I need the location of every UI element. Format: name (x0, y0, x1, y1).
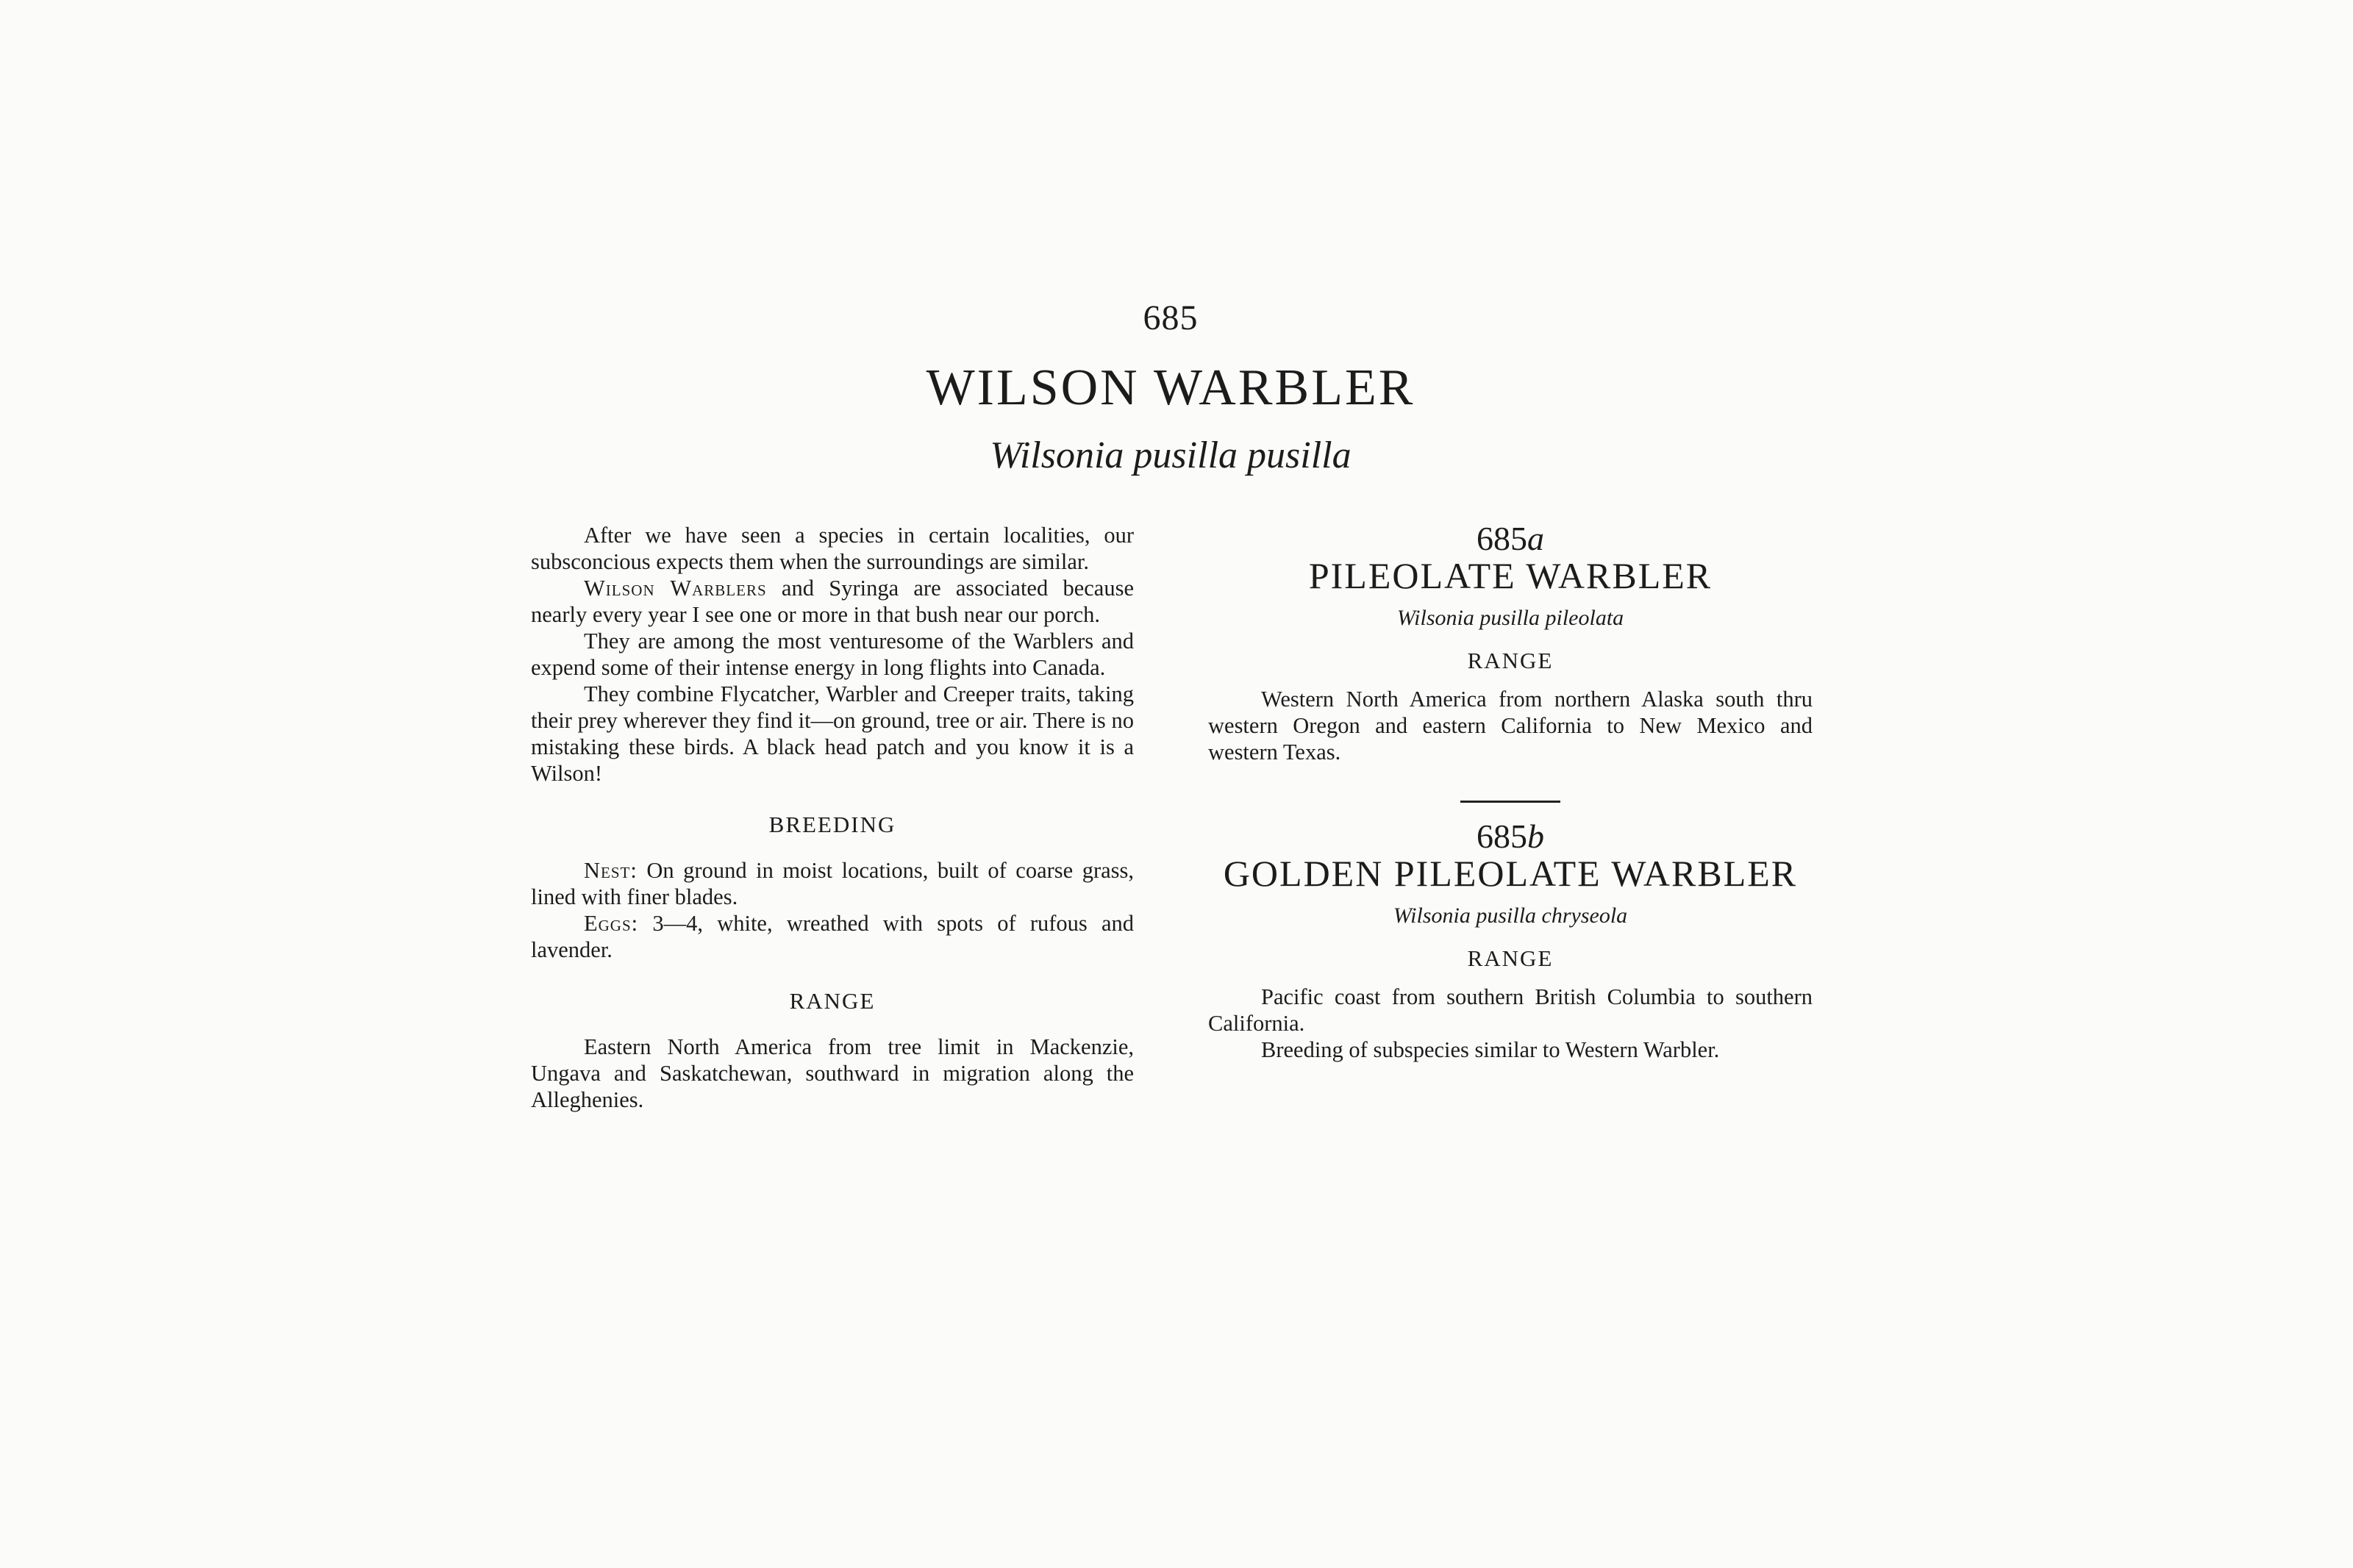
subspecies-a-number (1208, 520, 1813, 557)
range-heading: RANGE (789, 988, 876, 1014)
subspecies-a-number-prefix: 685 (1477, 520, 1527, 557)
species-title: WILSON WARBLER (926, 359, 1415, 416)
right-column (1208, 520, 1813, 1063)
subspecies-b-title: GOLDEN PILEOLATE WARBLER (1223, 853, 1798, 894)
eggs-paragraph (531, 910, 1134, 963)
subspecies-a-title: PILEOLATE WARBLER (1308, 555, 1713, 596)
subspecies-b-range-paragraph: Pacific coast from southern British Columbia to southern California. (1208, 984, 1813, 1036)
subspecies-b-scientific-name: Wilsonia pusilla chryseola (1393, 903, 1628, 928)
species-scientific-name: Wilsonia pusilla pusilla (990, 434, 1352, 476)
intro-paragraph: After we have seen a species in certain localities, our subsconcious expects them when the surroundings are similar. (531, 523, 1134, 574)
page-number: 685 (1143, 298, 1199, 337)
range-paragraph: Eastern North America from tree limit in Mackenzie, Ungava and Saskatchewan, southward in migration along the Alleghenies. (531, 1034, 1134, 1112)
subspecies-b-breeding-paragraph: Breeding of subspecies similar to Western Warbler. (1261, 1037, 1720, 1062)
eggs-text: 3—4, white, wreathed with spots of rufous and lavender. (531, 911, 1135, 962)
subspecies-b-number-prefix: 685 (1477, 817, 1527, 855)
species-lead-in: Wilson Warblers (584, 576, 767, 601)
intro-paragraph-text: and Syringa are associated because nearly every year I see one or more in that bush near our porch. (531, 576, 1134, 627)
intro-paragraph: They combine Flycatcher, Warbler and Creeper traits, taking their prey wherever they find it—on ground, tree or air. There is no mistaking these birds. A black head patch and you know it is a Wilson! (531, 681, 1134, 786)
subspecies-a-number-letter: a (1527, 520, 1544, 557)
subspecies-a-range-paragraph: Western North America from northern Alaska south thru western Oregon and eastern California to New Mexico and western Texas. (1208, 687, 1813, 765)
section-divider (1460, 801, 1560, 803)
nest-text: On ground in moist locations, built of coarse grass, lined with finer blades. (531, 858, 1135, 909)
subspecies-a-range-heading: RANGE (1467, 648, 1554, 673)
left-column (531, 522, 1134, 1113)
intro-paragraph (531, 575, 1134, 628)
subspecies-a-scientific-name: Wilsonia pusilla pileolata (1396, 606, 1624, 630)
nest-label: Nest: (584, 858, 638, 883)
nest-paragraph (531, 857, 1134, 910)
breeding-heading: BREEDING (768, 812, 896, 837)
subspecies-b-number (1208, 817, 1813, 855)
intro-paragraph: They are among the most venturesome of the Warblers and expend some of their intense energy in long flights into Canada. (531, 629, 1134, 680)
subspecies-b-number-letter: b (1527, 817, 1544, 855)
eggs-label: Eggs: (584, 911, 639, 936)
subspecies-b-range-heading: RANGE (1467, 945, 1554, 971)
